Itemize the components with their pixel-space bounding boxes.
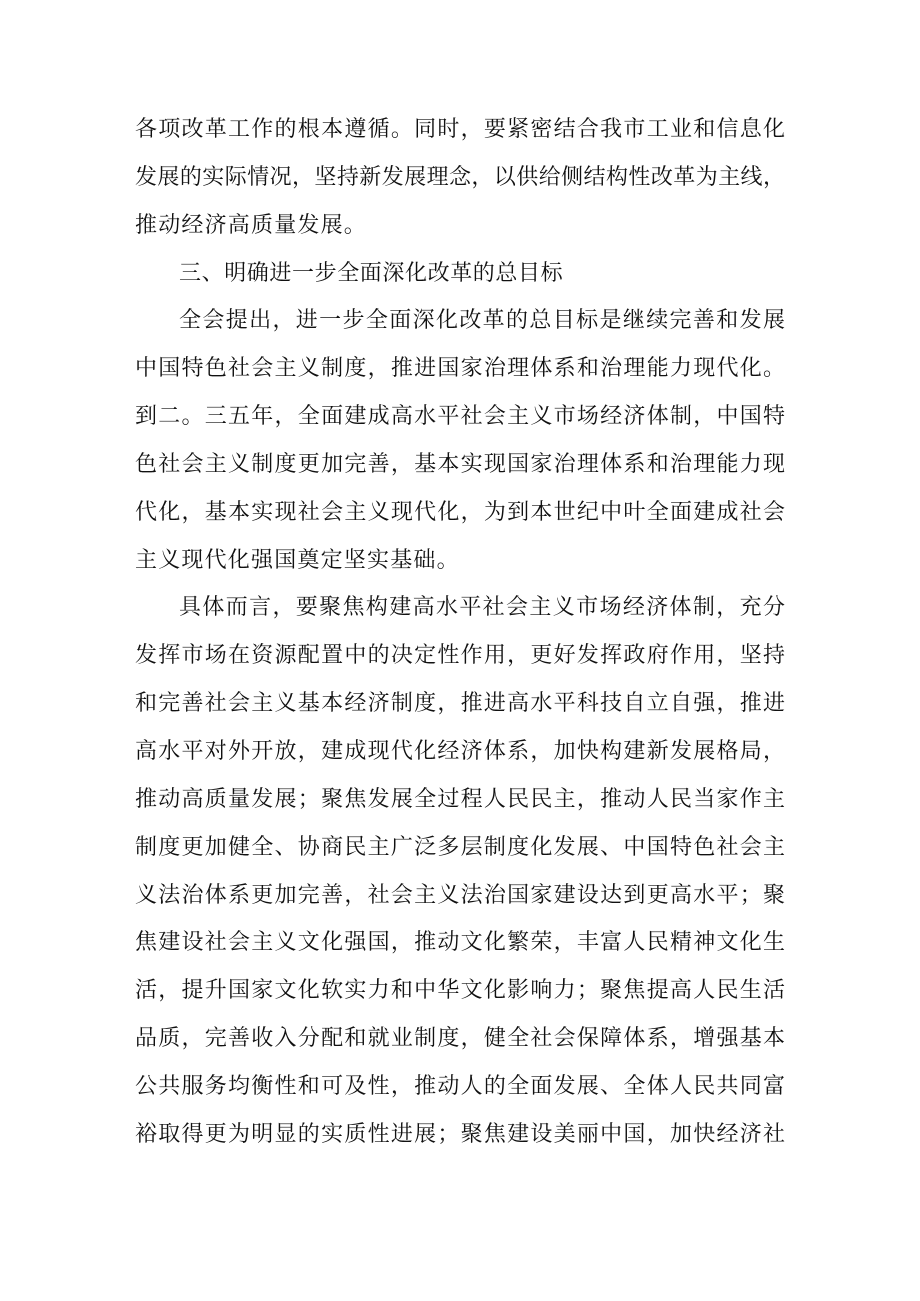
text-line: 推动经济高质量发展。 xyxy=(135,212,368,238)
text-line: 到二。三五年，全面建成高水平社会主义市场经济体制，中国特 xyxy=(135,404,785,430)
text-line: 公共服务均衡性和可及性，推动人的全面发展、全体人民共同富 xyxy=(135,1073,785,1099)
text-line: 义法治体系更加完善，社会主义法治国家建设达到更高水平；聚 xyxy=(135,882,785,908)
text-line: 推动高质量发展；聚焦发展全过程人民民主，推动人民当家作主 xyxy=(135,786,785,812)
text-line: 色社会主义制度更加完善，基本实现国家治理体系和治理能力现 xyxy=(135,451,785,477)
text-line: 裕取得更为明显的实质性进展；聚焦建设美丽中国，加快经济社 xyxy=(135,1121,785,1147)
text-line: 代化，基本实现社会主义现代化，为到本世纪中叶全面建成社会 xyxy=(135,499,785,525)
text-line: 发挥市场在资源配置中的决定性作用，更好发挥政府作用，坚持 xyxy=(135,643,785,669)
paragraph-details xyxy=(135,584,785,1158)
text-line: 各项改革工作的根本遵循。同时，要紧密结合我市工业和信息化 xyxy=(135,117,785,142)
text-line: 制度更加健全、协商民主广泛多层制度化发展、中国特色社会主 xyxy=(135,834,785,860)
text-line: 全会提出，进一步全面深化改革的总目标是继续完善和发展 xyxy=(179,308,785,334)
text-line: 焦建设社会主义文化强国，推动文化繁荣，丰富人民精神文化生 xyxy=(135,930,785,956)
text-line: 品质，完善收入分配和就业制度，健全社会保障体系，增强基本 xyxy=(135,1026,785,1052)
text-line: 高水平对外开放，建成现代化经济体系，加快构建新发展格局， xyxy=(135,738,785,764)
text-line: 发展的实际情况，坚持新发展理念，以供给侧结构性改革为主线， xyxy=(135,164,785,190)
text-line: 主义现代化强国奠定坚实基础。 xyxy=(135,547,460,573)
text-line: 具体而言，要聚焦构建高水平社会主义市场经济体制，充分 xyxy=(179,595,785,621)
text-line: 中国特色社会主义制度，推进国家治理体系和治理能力现代化。 xyxy=(135,356,785,382)
text-line: 和完善社会主义基本经济制度，推进高水平科技自立自强，推进 xyxy=(135,691,785,717)
section-heading: 三、明确进一步全面深化改革的总目标 xyxy=(179,260,564,286)
text-line: 活，提升国家文化软实力和中华文化影响力；聚焦提高人民生活 xyxy=(135,978,785,1004)
paragraph-goal xyxy=(135,297,785,584)
document-body xyxy=(135,106,785,1159)
paragraph-continued xyxy=(135,106,785,250)
